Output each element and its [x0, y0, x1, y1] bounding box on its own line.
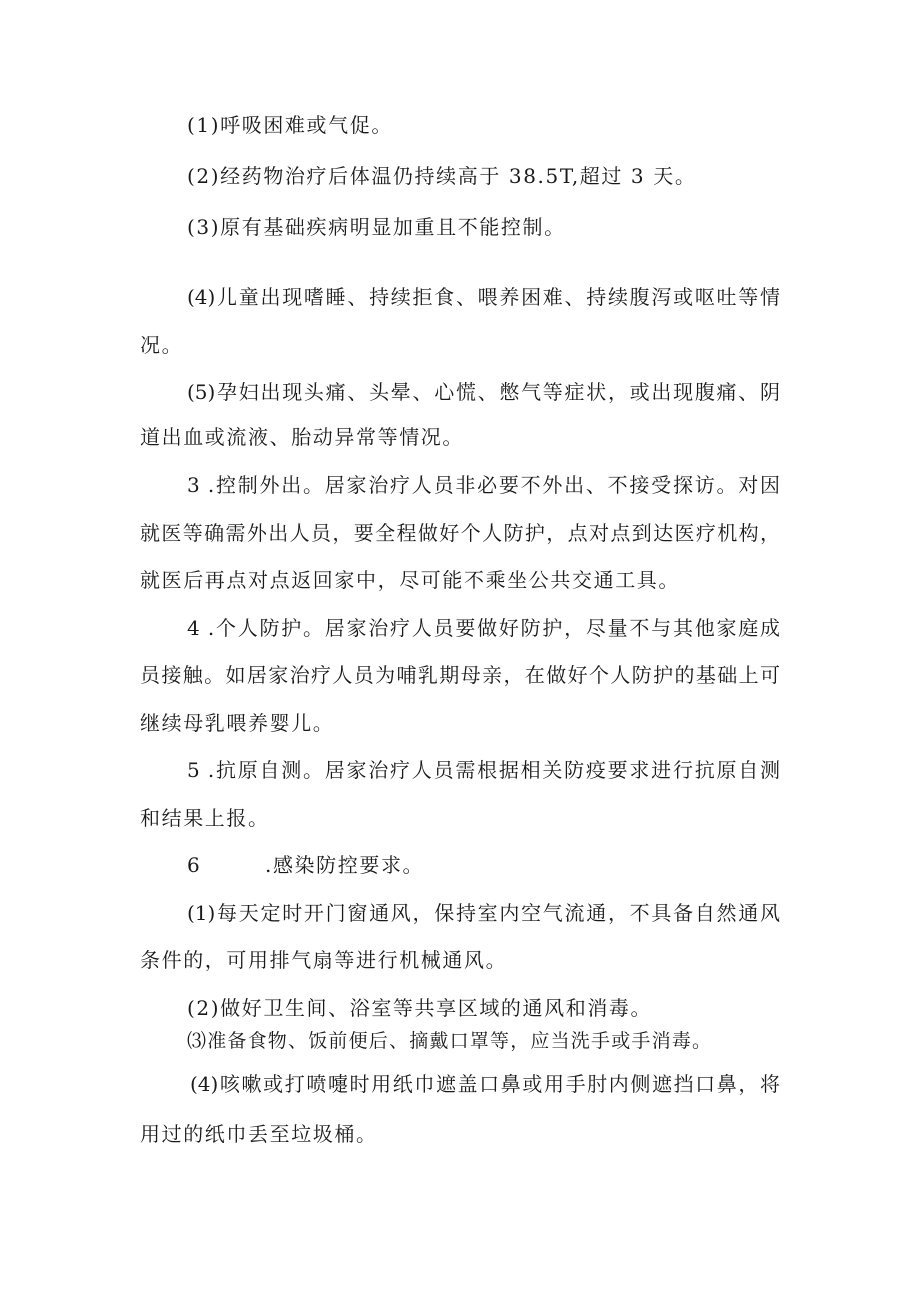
text-line: (2)经药物治疗后体温仍持续高于 38.5T,超过 3 天。: [187, 164, 697, 188]
text-line: 5 .抗原自测。居家治疗人员需根据相关防疫要求进行抗原自测: [187, 758, 780, 782]
text-line: (2)做好卫生间、浴室等共享区域的通风和消毒。: [187, 996, 653, 1020]
text-line: 用过的纸巾丢至垃圾桶。: [140, 1122, 378, 1146]
text-line: 就医等确需外出人员，要全程做好个人防护，点对点到达医疗机构，: [140, 521, 780, 545]
text-line: (4)咳嗽或打喷嚏时用纸巾遮盖口鼻或用手肘内侧遮挡口鼻，将: [190, 1072, 780, 1096]
text-line: 条件的，可用排气扇等进行机械通风。: [140, 948, 508, 972]
text-line: (5)孕妇出现头痛、头晕、心慌、憋气等症状，或出现腹痛、阴: [187, 380, 780, 404]
text-line: 4 .个人防护。居家治疗人员要做好防护，尽量不与其他家庭成: [187, 616, 780, 640]
text-line: 继续母乳喂养婴儿。: [140, 711, 335, 735]
text-line: 和结果上报。: [140, 806, 270, 830]
text-line: 就医后再点对点返回家中，尽可能不乘坐公共交通工具。: [140, 568, 680, 592]
text-line: 3 .控制外出。居家治疗人员非必要不外出、不接受探访。对因: [187, 473, 780, 497]
text-line: (1)呼吸困难或气促。: [187, 113, 393, 137]
text-line: (4)儿童出现嗜睡、持续拒食、喂养困难、持续腹泻或呕吐等情: [187, 285, 780, 309]
text-line: (1)每天定时开门窗通风，保持室内空气流通，不具备自然通风: [187, 901, 780, 925]
text-line: 道出血或流液、胎动异常等情况。: [140, 425, 464, 449]
text-line: ⑶准备食物、饭前便后、摘戴口罩等，应当洗手或手消毒。: [187, 1030, 713, 1052]
text-line: 员接触。如居家治疗人员为哺乳期母亲，在做好个人防护的基础上可: [140, 663, 780, 687]
section-heading: 6 .感染防控要求。: [187, 853, 425, 877]
text-line: 况。: [140, 333, 184, 357]
text-line: (3)原有基础疾病明显加重且不能控制。: [187, 215, 566, 239]
